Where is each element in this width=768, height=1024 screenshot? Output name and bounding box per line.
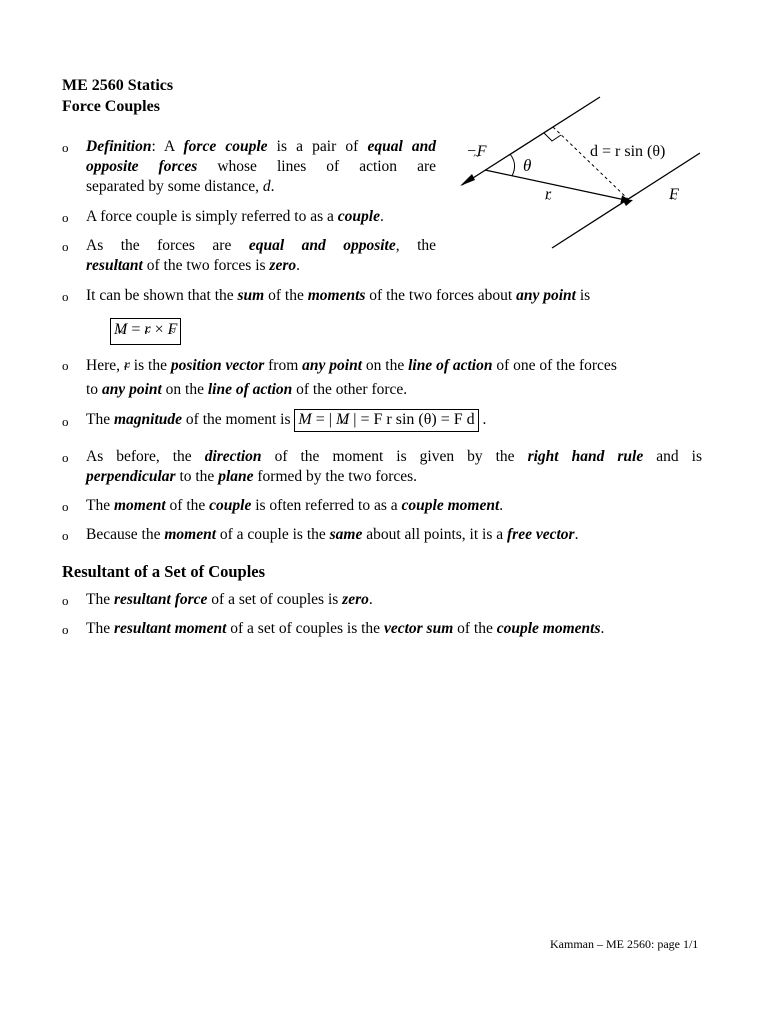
page-footer: Kamman – ME 2560: page 1/1 (550, 937, 699, 951)
course-title: ME 2560 Statics (62, 77, 174, 94)
bullet-marker: o (62, 499, 69, 514)
bullet-marker: o (62, 358, 69, 373)
couple-definition-line: A force couple is simply referred to as a couple. (86, 208, 384, 225)
distance-equation-label: d = r sin (θ) (590, 143, 666, 160)
resultant-paragraph: As the forces are equal and opposite, the resultant of the two forces is zero. (86, 237, 436, 274)
magnitude-equation: M = | M ~ | = F r sin (θ) = F d (294, 409, 478, 432)
resultant-moment-line: The resultant moment of a set of couples is the vector sum of the couple moments. (86, 620, 605, 637)
magnitude-line: The magnitude of the moment is M = | M ~ | = F r sin (θ) = F d . (86, 410, 486, 430)
theta-arc (510, 154, 515, 176)
page-title: Force Couples (62, 98, 160, 115)
bullet-marker: o (62, 289, 69, 304)
couple-moment-equation: M ~ = r ~ × F ~ (110, 318, 181, 345)
position-vector-paragraph: Here, r ~ is the position vector from any point on the line of action of one of the forces to any point on the line of action of the other force. (86, 354, 702, 402)
bullet-marker: o (62, 414, 69, 429)
direction-paragraph: As before, the direction of the moment is given by the right hand rule and is perpendicular to the plane formed by the two forces. (86, 448, 702, 485)
perpendicular-distance-d (553, 127, 630, 201)
force-label: F ~ (669, 186, 679, 204)
neg-force-arrowhead (460, 174, 475, 186)
bullet-marker: o (62, 140, 69, 155)
bullet-marker: o (62, 622, 69, 637)
theta-label: θ (523, 156, 532, 175)
free-vector-line: Because the moment of a couple is the same about all points, it is a free vector. (86, 526, 579, 543)
bullet-marker: o (62, 239, 69, 254)
definition-paragraph: Definition: A force couple is a pair of equal and opposite forces whose lines of action are separated by some distance, d. (86, 138, 437, 195)
bullet-marker: o (62, 450, 69, 465)
neg-force-label: −F ~ (466, 143, 487, 161)
section-heading: Resultant of a Set of Couples (62, 562, 266, 581)
bullet-marker: o (62, 593, 69, 608)
resultant-force-line: The resultant force of a set of couples is zero. (86, 591, 373, 608)
sum-of-moments-line: It can be shown that the sum of the moments of the two forces about any point is (86, 287, 591, 304)
couple-moment-line: The moment of the couple is often referred to as a couple moment. (86, 497, 504, 514)
r-vector-label: r ~ (545, 186, 551, 204)
bullet-marker: o (62, 210, 69, 225)
position-vector-r (485, 170, 630, 201)
right-angle-marker (544, 133, 561, 141)
force-couple-diagram (440, 90, 700, 260)
bullet-marker: o (62, 528, 69, 543)
